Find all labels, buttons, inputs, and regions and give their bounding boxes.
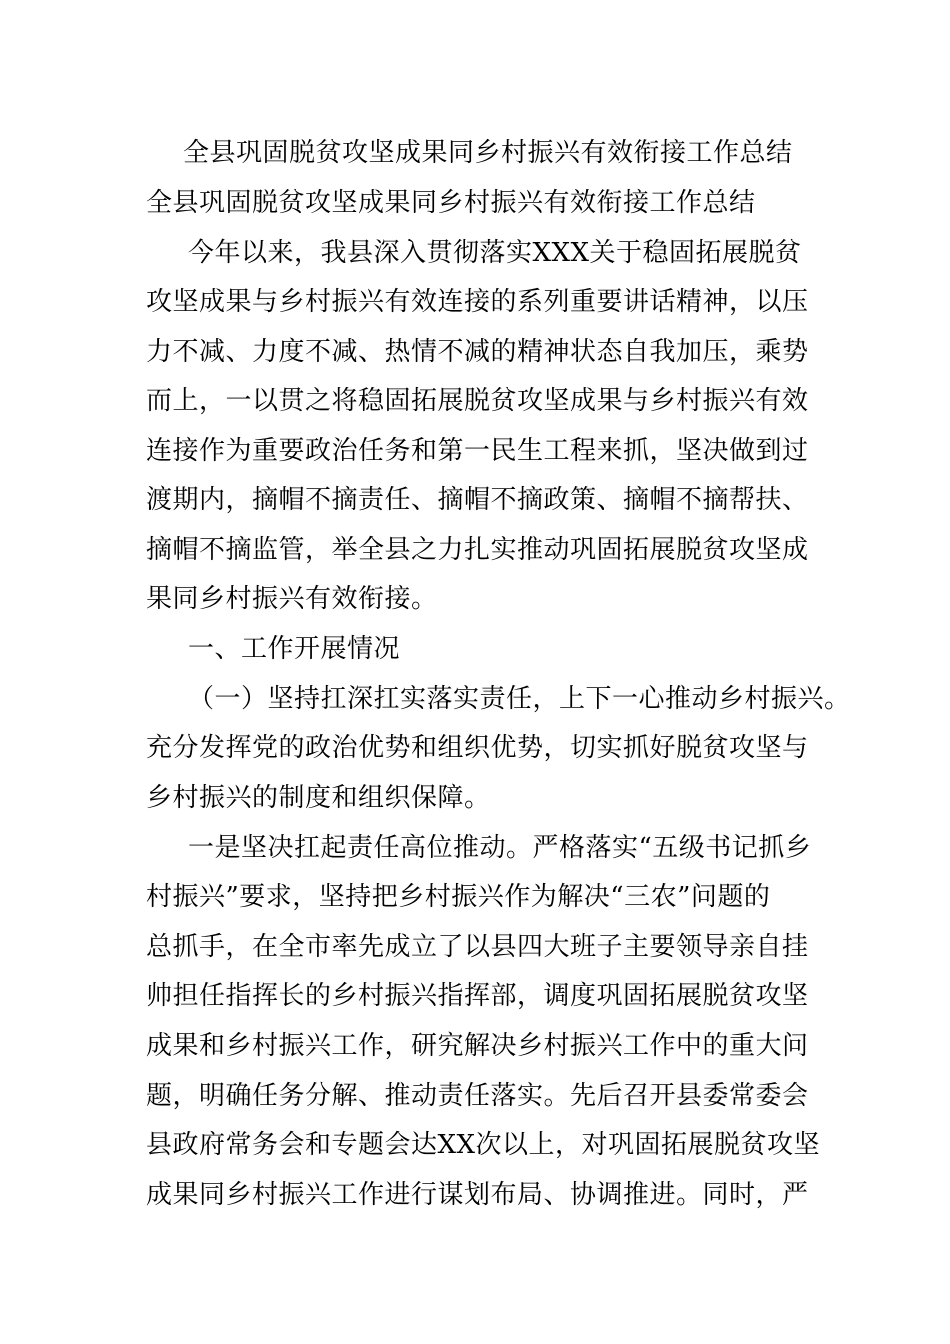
section-heading: 一、工作开展情况: [188, 634, 401, 664]
paragraph-line: 乡村振兴的制度和组织保障。: [146, 783, 491, 813]
paragraph-line: 一是坚决扛起责任高位推动。严格落实“五级书记抓乡: [188, 833, 812, 863]
paragraph-line: 今年以来，我县深入贯彻落实XXX关于稳固拓展脱贫: [188, 238, 802, 268]
paragraph-line: 村振兴”要求，坚持把乡村振兴作为解决“三农”问题的: [146, 882, 771, 912]
paragraph-line: 连接作为重要政治任务和第一民生工程来抓，坚决做到过: [146, 436, 809, 466]
paragraph-line: 总抓手，在全市率先成立了以县四大班子主要领导亲自挂: [146, 932, 809, 962]
paragraph-line: 帅担任指挥长的乡村振兴指挥部，调度巩固拓展脱贫攻坚: [146, 981, 809, 1011]
paragraph-line: 渡期内，摘帽不摘责任、摘帽不摘政策、摘帽不摘帮扶、: [146, 485, 809, 515]
paragraph-line: 成果和乡村振兴工作，研究解决乡村振兴工作中的重大问: [146, 1031, 809, 1061]
document-title: 全县巩固脱贫攻坚成果同乡村振兴有效衔接工作总结: [183, 138, 793, 168]
paragraph-line: 果同乡村振兴有效衔接。: [146, 584, 438, 614]
paragraph-line: 力不减、力度不减、热情不减的精神状态自我加压，乘势: [146, 337, 809, 367]
paragraph-line: 摘帽不摘监管，举全县之力扎实推动巩固拓展脱贫攻坚成: [146, 535, 809, 565]
paragraph-line: 充分发挥党的政治优势和组织优势，切实抓好脱贫攻坚与: [146, 733, 809, 763]
paragraph-line: 县政府常务会和专题会达XX次以上，对巩固拓展脱贫攻坚: [146, 1130, 821, 1160]
paragraph-line: 而上，一以贯之将稳固拓展脱贫攻坚成果与乡村振兴有效: [146, 386, 809, 416]
document-subtitle: 全县巩固脱贫攻坚成果同乡村振兴有效衔接工作总结: [146, 188, 756, 218]
paragraph-line: 题，明确任务分解、推动责任落实。先后召开县委常委会: [146, 1081, 809, 1111]
paragraph-line: 成果同乡村振兴工作进行谋划布局、协调推进。同时，严: [146, 1180, 809, 1210]
subsection-heading: （一）坚持扛深扛实落实责任，上下一心推动乡村振兴。: [188, 684, 851, 714]
paragraph-line: 攻坚成果与乡村振兴有效连接的系列重要讲话精神，以压: [146, 287, 809, 317]
